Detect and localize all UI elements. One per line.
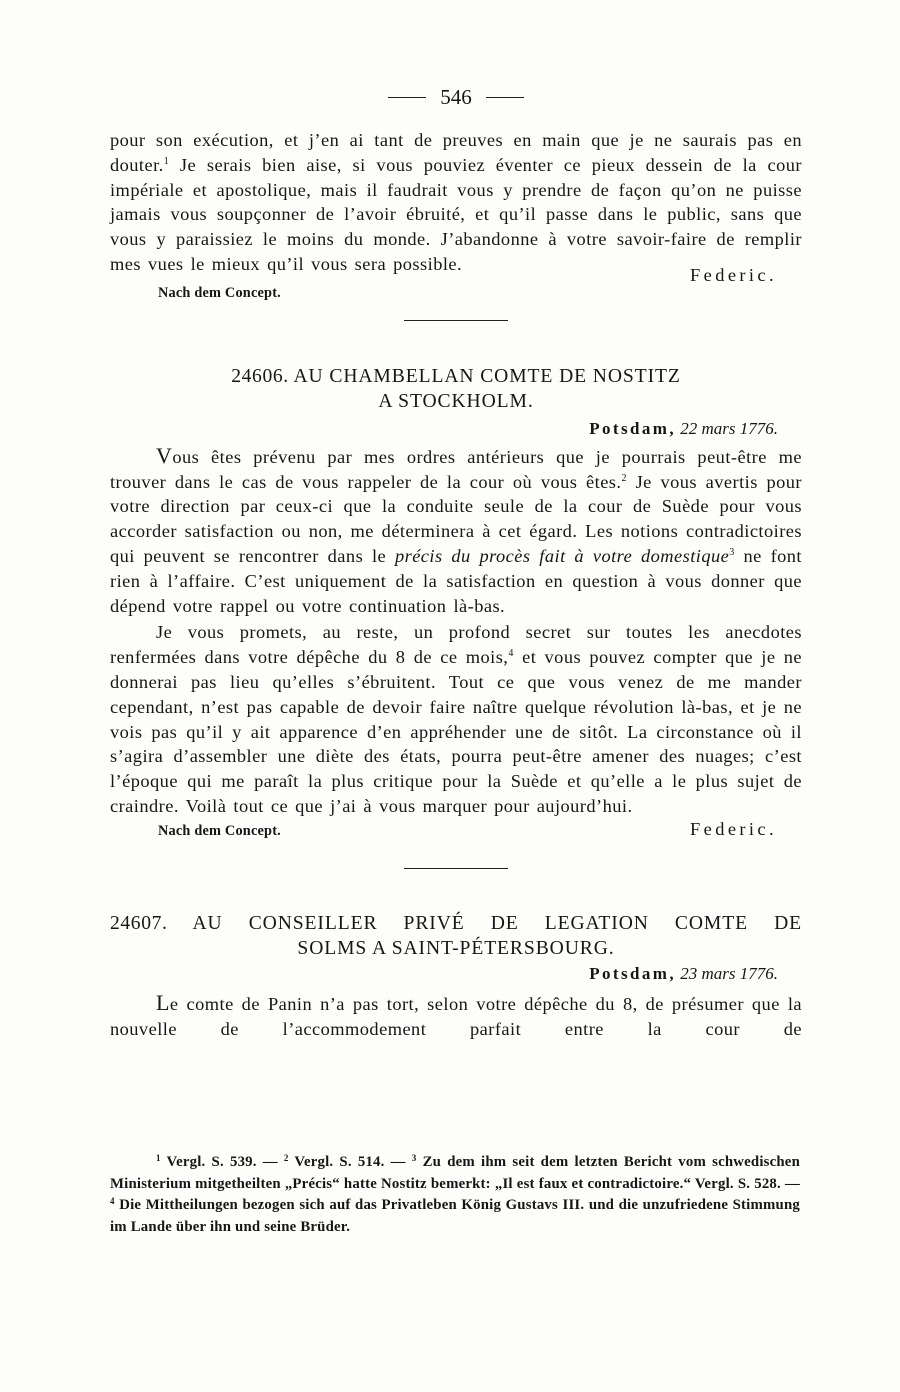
continuation-text-a: pour son exécution, et j’en ai tant de preuves en main que je ne saurais pas en douter.	[110, 130, 802, 175]
letter-paragraph	[110, 991, 802, 1042]
continuation-source-row	[110, 284, 802, 302]
footnote-text: Vergl. S. 539. —	[160, 1154, 284, 1170]
continuation-paragraph	[110, 128, 802, 277]
paragraph-text: e comte de Panin n’a pas tort, selon votre dépêche du 8, de présumer que la nouvelle de l’accommodement parfait entre la cour de	[110, 993, 802, 1039]
footnote-ref-3[interactable]: 3	[729, 546, 735, 558]
footnote-4	[110, 1197, 800, 1235]
paragraph-text: Je vous promets, au reste, un profond secret sur toutes les anecdotes renfermées dans votre dépêche du 8 de ce mois,	[110, 622, 802, 668]
paragraph-text: ous êtes prévenu par mes ordres antérieurs que je pourrais peut-être me trouver dans le cas de vous rappeler de la cour où vous êtes.	[110, 446, 802, 492]
heading-line-1	[110, 911, 802, 936]
dateline-place: Potsdam,	[589, 418, 676, 438]
initial-letter: V	[156, 442, 173, 468]
footnote-1	[110, 1154, 284, 1170]
letter-closing	[110, 819, 802, 840]
signature: Federic.	[690, 818, 777, 839]
continuation-text-b: Je serais bien aise, si vous pouviez éventer ce pieux dessein de la cour impériale et apostolique, mais il faudrait vous y prendre de façon qu’on ne puisse jamais vous soupçonner de l’avoir ébruité, et qu’il passe dans le public, sans que vous y paraissiez le moins du monde. J’abandonne à votre savoir-faire de remplir mes vues le mieux qu’il vous sera possible.	[110, 154, 802, 274]
letter-paragraph	[110, 444, 802, 619]
footnotes	[110, 1152, 800, 1238]
paragraph-text: Je vous avertis pour votre direction par ceux-ci que la conduite seule de la cour de Suède pour vous accorder satisfaction ou non, me déterminera à cet égard. Les notions contradictoires qui peuvent se rencontrer dans le	[110, 471, 802, 566]
heading-text-1: AU CHAMBELLAN COMTE DE NOSTITZ	[293, 365, 681, 387]
footnote-ref-4[interactable]: 4	[508, 648, 514, 660]
heading-text-1: AU CONSEILLER PRIVÉ DE LEGATION COMTE DE	[192, 912, 802, 934]
footnote-2	[284, 1154, 412, 1170]
footnote-ref-2[interactable]: 2	[621, 472, 627, 484]
page-body	[110, 82, 802, 1041]
footnote-marker: 2	[283, 1153, 289, 1163]
footnote-ref-1[interactable]: 1	[163, 155, 170, 167]
header-dash-right	[486, 97, 524, 98]
letter-heading	[110, 911, 802, 961]
section-divider	[404, 320, 508, 321]
heading-line-2: A STOCKHOLM.	[378, 390, 534, 412]
header-dash-left	[388, 97, 426, 98]
footnote-marker: 3	[411, 1153, 417, 1163]
page-number: 546	[440, 84, 472, 109]
footnote-text: Die Mittheilungen bezogen sich auf das Privatleben König Gustavs III. und die unzufriedene Stimmung im Lande über ihn und seine Brüder.	[110, 1197, 800, 1235]
italic-phrase: précis du procès fait à votre domestique	[394, 545, 730, 566]
letter-number: 24606.	[231, 365, 289, 387]
signature: Federic.	[690, 264, 777, 285]
letter-number: 24607.	[110, 912, 168, 934]
page-header	[110, 82, 802, 112]
initial-letter: L	[156, 989, 170, 1015]
footnote-text: Zu dem ihm seit dem letzten Bericht vom schwedischen Ministerium mitgetheilten „Précis“ hatte Nostitz bemerkt: „Il est faux et contradictoire.“ Vergl. S. 528. —	[110, 1154, 801, 1192]
letter-heading	[110, 364, 802, 414]
heading-line-2: SOLMS A SAINT-PÉTERSBOURG.	[297, 937, 615, 959]
dateline	[110, 416, 802, 442]
source-note: Nach dem Concept.	[158, 822, 281, 839]
section-divider	[404, 868, 508, 869]
heading-line-1	[110, 364, 802, 389]
source-note: Nach dem Concept.	[158, 284, 281, 301]
paragraph-text: ne font rien à l’affaire. C’est uniquement de la satisfaction en question à vous donner que dépend votre rappel ou votre continuation là-bas.	[110, 545, 802, 616]
dateline	[110, 961, 802, 987]
letter-paragraph	[110, 620, 802, 818]
paragraph-text: et vous pouvez compter que je ne donnerai pas lieu qu’elles s’ébruitent. Tout ce que vous venez de me mander cependant, n’est pas capable de devoir faire naître quelque révolution là-bas, et je ne vois pas qu’il y ait apparence d’en appréhender une de sitôt. La circonstance où il s’agira d’assembler une diète des états, pourra peut-être amener des nuages; c’est l’époque qui me paraît la plus critique pour la Suède et qu’elle a le plus sujet de craindre. Voilà tout ce que j’ai à vous marquer pour aujourd’hui.	[110, 647, 803, 816]
footnote-marker: 1	[156, 1153, 161, 1163]
dateline-date: 22 mars 1776.	[680, 418, 778, 438]
footnote-marker: 4	[110, 1196, 115, 1207]
dateline-date: 23 mars 1776.	[680, 963, 778, 983]
footnote-text: Vergl. S. 514. —	[288, 1154, 412, 1170]
dateline-place: Potsdam,	[589, 963, 676, 983]
